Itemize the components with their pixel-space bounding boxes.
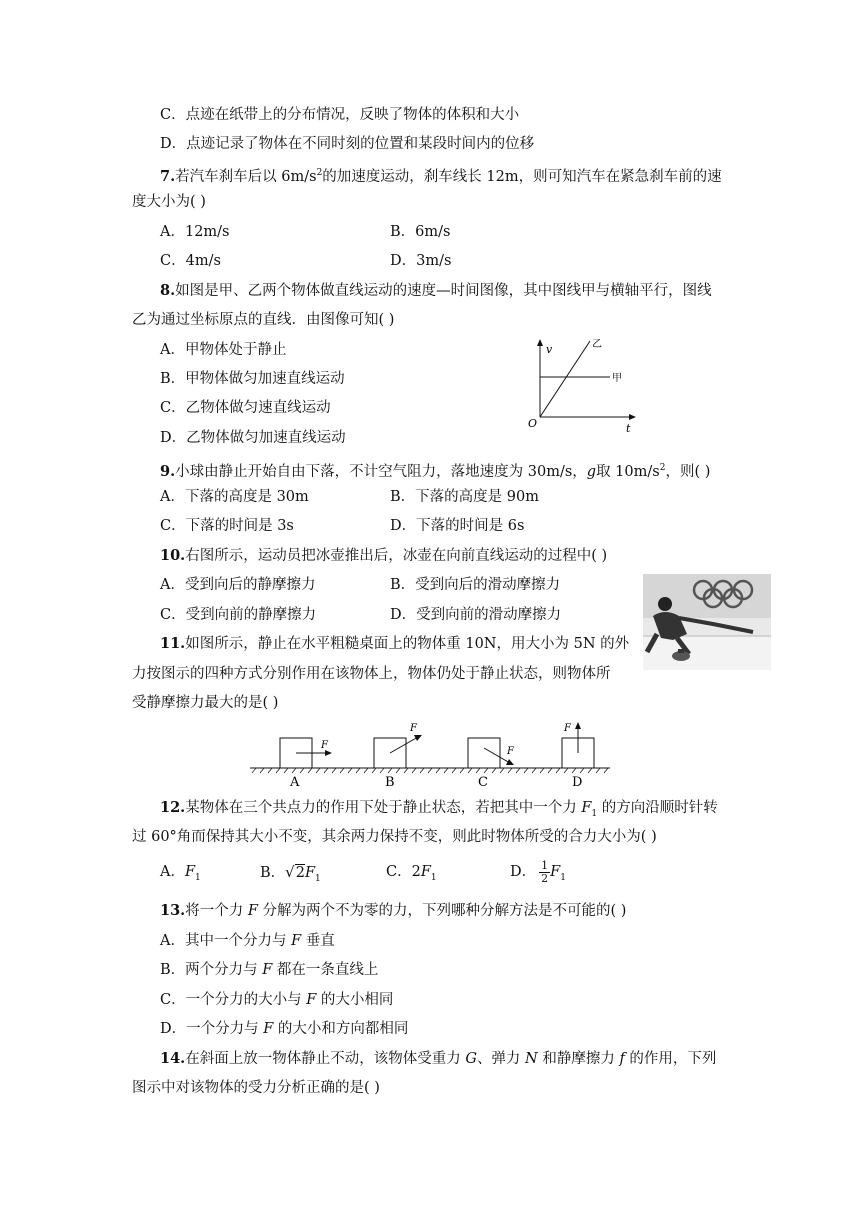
fraction-numerator: 1 (541, 858, 549, 872)
t-label: t (626, 422, 631, 435)
q13-c-f: F (306, 992, 317, 1008)
q12-option-c (386, 862, 437, 888)
diagram-d-label: D (572, 775, 583, 790)
force-diagram-figure (250, 718, 620, 794)
q9-option-d: D．下落的时间是 6s (390, 518, 525, 534)
q12-stem-line2: 过 60°角而保持其大小不变，其余两力保持不变，则此时物体所受的合力大小为( ) (132, 829, 657, 845)
q7-option-b: B．6m/s (390, 224, 451, 240)
q14-stem-b: 、弹力 (476, 1051, 526, 1067)
q12-option-d-letter: D． (510, 864, 537, 880)
q9-option-c: C．下落的时间是 3s (160, 518, 294, 534)
q9-option-a: A．下落的高度是 30m (160, 489, 309, 505)
jia-label: 甲 (612, 373, 622, 384)
q13-option-c (160, 990, 393, 1010)
q8-option-d: D．乙物体做匀加速直线运动 (160, 430, 346, 446)
diagram-a-label: A (290, 775, 300, 790)
q12-f-sub: 1 (591, 808, 598, 819)
force-label-a: F (321, 740, 328, 751)
q10-option-c: C．受到向前的静摩擦力 (160, 607, 317, 623)
q8-stem-a: 如图是甲、乙两个物体做直线运动的速度—时间图像，其中图线甲与横轴平行，图线 (175, 283, 712, 299)
q12-option-b (260, 862, 321, 889)
vt-graph-figure (522, 335, 652, 435)
force-label-c: F (507, 746, 514, 757)
q12-option-b-letter: B． (260, 865, 286, 881)
q9-option-b: B．下落的高度是 90m (390, 489, 539, 505)
q12-option-c-sub: 1 (430, 872, 437, 883)
q14-stem-d: 的作用，下列 (624, 1051, 717, 1067)
q13-option-a (160, 931, 335, 951)
q6-option-c: C．点迹在纸带上的分布情况，反映了物体的体积和大小 (160, 107, 520, 123)
sqrt-icon: √ (285, 863, 295, 881)
q7-stem-line2: 度大小为( ) (132, 194, 206, 210)
q9-number: 9. (160, 462, 176, 480)
q13-stem-b: 分解为两个不为零的力，下列哪种分解方法是不可能的( ) (257, 903, 627, 919)
origin-label: O (528, 417, 538, 430)
t-axis-arrow (629, 414, 636, 420)
q13-stem-a: 将一个力 (185, 903, 248, 919)
fraction-denominator: 2 (541, 871, 549, 885)
q12-option-c-letter: C． (386, 864, 412, 880)
q14-g-symbol: G (465, 1051, 477, 1067)
q12-option-c-f: F (420, 864, 431, 880)
q12-option-b-sub: 1 (315, 873, 321, 884)
q12-option-d-sub: 1 (560, 872, 566, 883)
fraction-one-half (539, 860, 550, 885)
q12-option-a-f: F (184, 864, 196, 880)
q7-option-a: A．12m/s (160, 224, 230, 240)
q7-stem-line1: 7.若汽车刹车后以 $6m/s^2$的加速度运动，刹车线长 12m，则可知汽车在紧急刹车前的速 (160, 167, 722, 185)
q9-g-symbol: g (586, 463, 597, 480)
q12-stem-a: 某物体在三个共点力的作用下处于静止状态，若把其中一个力 (185, 800, 582, 816)
q13-number: 13. (160, 902, 186, 919)
q13-d-text2: 的大小和方向都相同 (273, 1021, 409, 1037)
v-axis-arrow (537, 339, 543, 346)
q14-stem-c: 和静摩擦力 (537, 1051, 620, 1067)
q9-stem-line1: 9.小球由静止开始自由下落，不计空气阻力，落地速度为 30m/s，g取 $10m/s^2$，则( ) (160, 462, 711, 480)
q12-option-b-f: F (304, 865, 316, 881)
q13-option-d (160, 1019, 408, 1039)
q13-b-f: F (262, 962, 273, 978)
q12-option-a-letter: A． (160, 864, 185, 880)
q13-a-f: F (291, 933, 302, 949)
q13-d-text: D．一个分力与 (160, 1021, 264, 1037)
diagram-d (562, 722, 594, 790)
q13-option-b (160, 960, 378, 980)
q6-option-d: D．点迹记录了物体在不同时刻的位置和某段时间内的位移 (160, 136, 535, 152)
q10-option-d: D．受到向前的滑动摩擦力 (390, 607, 562, 623)
q13-stem-line1 (160, 901, 626, 921)
q12-option-a (160, 862, 201, 888)
diagram-b-label: B (385, 775, 395, 790)
diagram-c-label: C (478, 775, 488, 790)
q13-b-text: B．两个分力与 (160, 962, 263, 978)
q14-stem-line2: 图示中对该物体的受力分析正确的是( ) (132, 1080, 380, 1096)
diagram-b (374, 723, 422, 790)
q14-n-symbol: N (525, 1051, 538, 1067)
force-label-d: F (564, 723, 571, 734)
q9-stem-a: 小球由静止开始自由下落，不计空气阻力，落地速度为 30m/s， (175, 463, 587, 480)
v-label: v (546, 343, 553, 356)
q9-stem-c: ，则( ) (665, 463, 711, 480)
q14-stem-a: 在斜面上放一物体静止不动，该物体受重力 (185, 1051, 466, 1067)
q8-option-c: C．乙物体做匀速直线运动 (160, 400, 331, 416)
q10-number: 10. (160, 547, 186, 564)
yi-label: 乙 (592, 339, 602, 350)
q13-c-text: C．一个分力的大小与 (160, 992, 307, 1008)
q13-a-text2: 垂直 (301, 933, 335, 949)
q10-option-a: A．受到向后的静摩擦力 (160, 577, 316, 593)
q12-number: 12. (160, 799, 186, 816)
q8-option-a: A．甲物体处于静止 (160, 342, 287, 358)
q11-stem-line3: 受静摩擦力最大的是( ) (132, 695, 279, 711)
q14-stem-line1 (160, 1049, 716, 1069)
q10-stem-line1 (160, 546, 607, 566)
q7-stem-a: 若汽车刹车后以 6m/s (175, 168, 317, 185)
q13-f-symbol: F (247, 903, 258, 919)
q12-stem-b: 的方向沿顺时针转 (597, 800, 718, 816)
q12-option-b-two: 2 (295, 865, 305, 881)
q8-stem-line2: 乙为通过坐标原点的直线．由图像可知( ) (132, 312, 395, 328)
q8-option-b: B．甲物体做匀加速直线运动 (160, 371, 345, 387)
q10-option-b: B．受到向后的滑动摩擦力 (390, 577, 561, 593)
q11-number: 11. (160, 635, 186, 652)
q8-stem-line1 (160, 281, 712, 301)
q12-option-d (510, 856, 566, 894)
q8-number: 8. (160, 282, 176, 299)
diagram-a (280, 738, 332, 790)
q13-d-f: F (263, 1021, 274, 1037)
q7-number: 7. (160, 167, 176, 185)
q7-stem-b: 的加速度运动，刹车线长 12m，则可知汽车在紧急刹车前的速 (322, 168, 722, 185)
ground-hatching (252, 768, 608, 773)
q7-option-c: C．4m/s (160, 253, 221, 269)
q12-f-symbol: F (581, 800, 592, 816)
q10-stem-a: 右图所示，运动员把冰壶推出后，冰壶在向前直线运动的过程中( ) (185, 548, 608, 564)
q11-stem-line1 (160, 634, 629, 654)
q12-option-a-sub: 1 (195, 872, 201, 883)
q12-option-d-f: F (550, 864, 561, 880)
q13-a-text: A．其中一个分力与 (160, 933, 292, 949)
diagram-c (468, 738, 515, 790)
curling-photo (643, 574, 771, 670)
q14-f-symbol: f (619, 1051, 625, 1067)
q12-stem-line1 (160, 798, 718, 824)
q7-option-d: D．3m/s (390, 253, 452, 269)
q9-stem-b: 取 10m/s (596, 463, 660, 480)
q14-number: 14. (160, 1050, 186, 1067)
q13-c-text2: 的大小相同 (316, 992, 394, 1008)
q13-b-text2: 都在一条直线上 (272, 962, 379, 978)
q12-option-c-two: 2 (411, 864, 421, 880)
q11-stem-a: 如图所示，静止在水平粗糙桌面上的物体重 10N，用大小为 5N 的外 (185, 636, 630, 652)
force-label-b: F (410, 723, 417, 734)
q12-option-b-radicand (295, 864, 305, 881)
q11-stem-line2: 力按图示的四种方式分别作用在该物体上，物体仍处于静止状态，则物体所 (132, 666, 611, 682)
